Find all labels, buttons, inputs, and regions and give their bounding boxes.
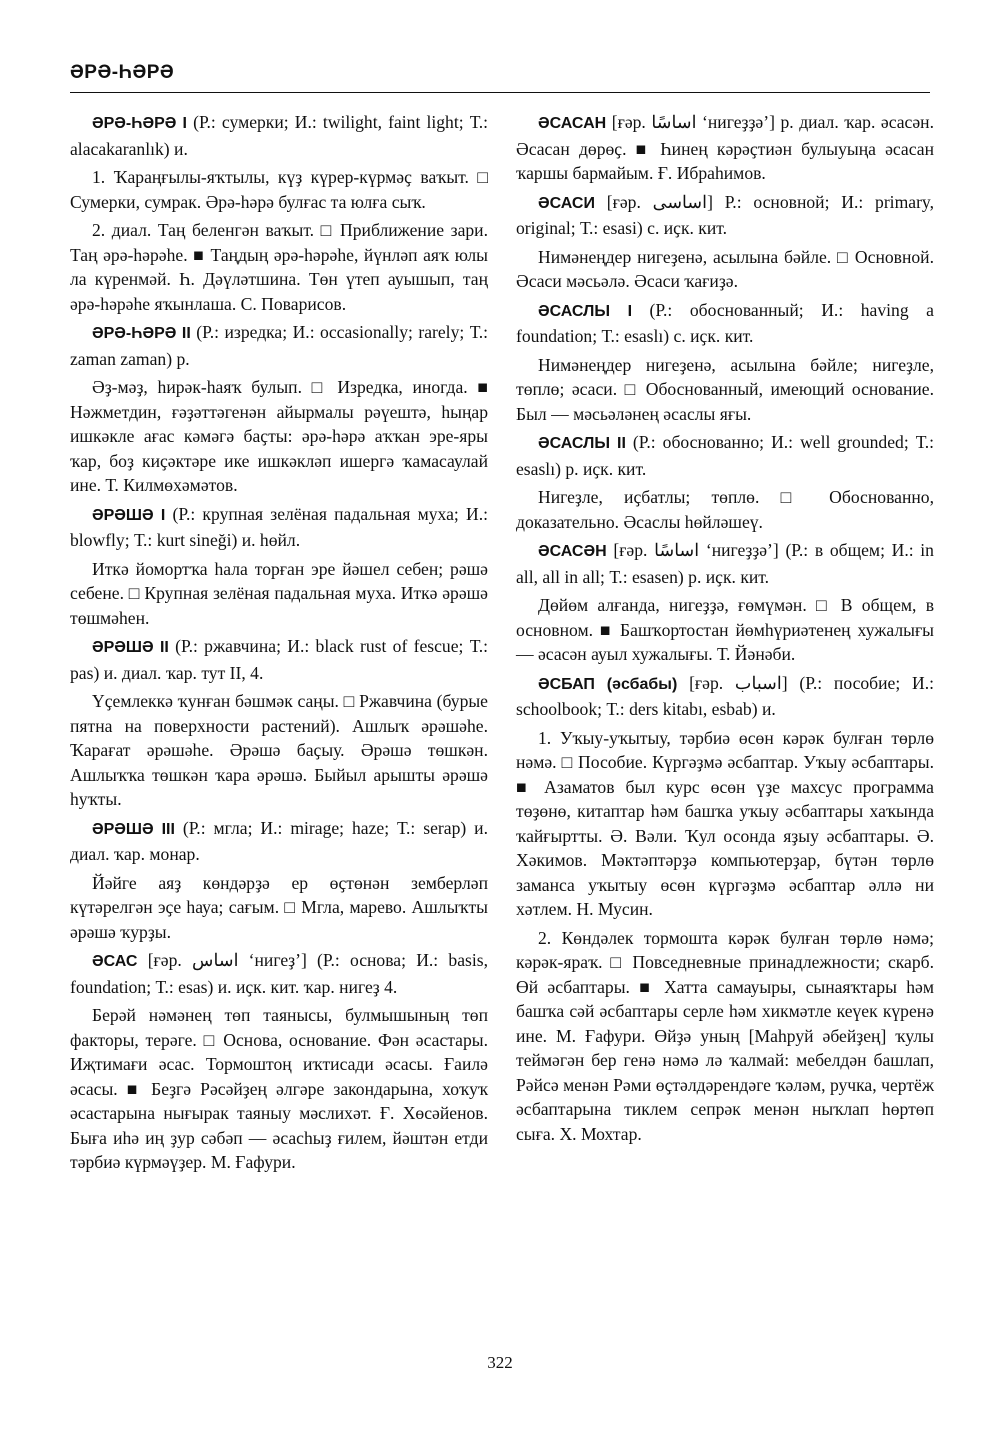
headword: ӘСБАП (әсбабы) [538,675,678,693]
headword: ӘСАС [92,953,138,970]
dictionary-entry [70,502,488,553]
dictionary-entry [70,816,488,867]
entry-text: (Р.: мгла; И.: mirage; haze; Т.: serap) и. диал. ҡар. монар. [70,817,488,864]
definition-paragraph: Йәйге аяҙ көндәрҙә ер өҫтөнән земберләп күтәрелгән эҫе һауа; сағым. □ Мгла, марево. Ашлыҡты әрәшә ҡурҙы. [70,872,488,942]
dictionary-entry [516,430,934,481]
entry-text: [ғәр. اساسًا ‘нигеҙҙә’] (Р.: в общем; И.: in all, all in all; Т.: esasen) р. иҫк. кит. [516,540,934,587]
definition-paragraph: 2. Көндәлек тормошта кәрәк булған төрлө нәмә; кәрәк-яраҡ. □ Повседневные принадлежности; скарб. Өй әсбаптары. ■ Хатта самауыры, сынаяҡтары һәм башҡа сәй әсбаптары серле һәм хикмәтле кеүек күренә ине. М. Ғафури. Өйҙә уның [Маһруй әбейҙең] ҡулы теймәгән бер генә нәмә лә ҡалмай: мебелдән башлап, Рәйсә менән Рәми өҫтәлдәрендәге ҡәләм, ручка, чертёж әсбаптарына тиклем сепрәк менән ныҡлап һөртөп сыға. Х. Мохтар. [516,927,934,1144]
entry-text: (Р.: обоснованный; И.: having a foundation; Т.: esaslı) с. иҫк. кит. [516,299,934,346]
dictionary-entry [70,110,488,161]
definition-paragraph: Берәй нәмәнең төп таянысы, булмышының төп факторы, терәге. □ Основа, основание. Фән әсастары. Иҗтимағи әсас. Тормоштоң иҡтисади әсасы. Ғаилә әсасы. ■ Беҙгә Рәсәйҙең әлгәре закондарына, хоҡуҡ әсастарына нығырак таяныу мәслихәт. Ғ. Хөсәйенов. Быға иһә иң ҙур сәбәп — әсасһыҙ ғилем, йәштән етди тәрбиә күрмәүҙер. М. Ғафури. [70,1005,488,1172]
page-number: 322 [487,1353,513,1372]
definition-paragraph: Нигеҙле, иҫбатлы; төплө. □ Обоснованно, доказательно. Әсаслы һөйләшеү. [516,487,934,532]
dictionary-entry [516,671,934,722]
entry-text: [ғәр. اساسى] Р.: основной; И.: primary, original; Т.: esasi) с. иҫк. кит. [516,191,934,238]
definition-paragraph: Иткә йомортҡа һала торған эре йәшел себен; рәшә себене. □ Крупная зелёная падальная муха. Иткә әрәшә төшмәһен. [70,558,488,628]
dictionary-entry [516,110,934,186]
dictionary-entry [70,948,488,999]
headword: ӘСАСИ [538,194,595,212]
right-column [516,110,934,1150]
headword: ӘСАСӘН [538,543,607,560]
dictionary-entry [516,538,934,589]
definition-paragraph: Дөйөм алғанда, нигеҙҙә, ғөмүмән. □ В общем, в основном. ■ Башҡортостан йөмһүриәтенең хужалығы — әсасән ауыл хужалығы. Т. Йәнәби. [516,595,934,664]
headword: ӘСАСАН [538,115,607,132]
dictionary-entry [516,298,934,349]
dictionary-entry [516,190,934,241]
definition-paragraph: Әҙ-мәҙ, һирәк-һаяҡ булып. □ Изредка, иногда. ■ Нәжметдин, ғәҙәттәгенән айырмалы рәүештә, һыңар ишкәкле ағас кәмәгә баҫты: әрә-һәрә аҡҡан эре-яры ҡар, боҙ киҫәктәре ике ишкәкләп ишергә ҡамасаулай ине. Т. Килмөхәмәтов. [70,377,488,495]
header-rule [70,92,930,93]
definition-paragraph: Нимәнеңдер нигеҙенә, асылына бәйле; нигеҙле, төплө; әсаси. □ Обоснованный, имеющий основание. Был — мәсьәләнең әсаслы яғы. [516,354,934,424]
headword: ӘРӘШӘ II [92,639,169,656]
entry-text: (Р.: сумерки; И.: twilight, faint light; Т.: alacakaranlık) и. [70,112,488,159]
definition-paragraph: Үҫемлеккә ҡунған бәшмәк саңы. □ Ржавчина (бурые пятна на поверхности растений). Ашлыҡ әрәшәһе. Ҡарағат әрәшәһе. Әрәшә баҫыу. Әрәшә төшкән. Ашлыҡҡа төшкән ҡара әрәшә. Быйыл арышты әрәшә һуҡты. [70,691,488,809]
definition-paragraph: Нимәнеңдер нигеҙенә, асылына бәйле. □ Основной. Әсаси мәсьәлә. Әсаси ҡағиҙә. [516,246,934,291]
headword: ӘРӘ-ҺӘРӘ II [92,325,191,342]
entry-text: [ғәр. اساسًا ‘нигеҙҙә’] р. диал. ҡар. әсасән. Әсасан дөрөҫ. ■ Һинең кәрәҫтиән булыуыңа әсасан ҡаршы бармайым. Ғ. Ибраһимов. [516,112,934,183]
headword: ӘРӘШӘ I [92,506,166,524]
headword: ӘРӘ-ҺӘРӘ I [92,115,187,132]
entry-text: (Р.: обоснованно; И.: well grounded; Т.: esaslı) р. иҫк. кит. [516,432,934,479]
headword: ӘСАСЛЫ II [538,435,626,452]
headword: ӘСАСЛЫ I [538,302,633,320]
headword: ӘРӘШӘ III [92,820,175,838]
dictionary-entry [70,634,488,685]
dictionary-entry [70,320,488,371]
definition-paragraph: 2. диал. Таң беленгән ваҡыт. □ Приближение зари. Таң әрә-һәрәһе. ■ Таңдың әрә-һәрәһе, йүнләп аяҡ юлы ла күренмәй. Һ. Дәүләтшина. Төн үтеп ауышып, таң әрә-һәрәһе яҡынлаша. С. Поварисов. [70,220,488,314]
entry-text: [ғәр. اسباب] (Р.: пособие; И.: schoolbook; Т.: ders kitabı, esbab) и. [516,672,934,719]
running-head: ӘРӘ-ҺӘРӘ [70,62,175,83]
entry-text: [ғәр. اساس ‘нигеҙ’] (Р.: основа; И.: basis, foundation; Т.: esas) и. иҫк. кит. ҡар. нигеҙ 4. [70,950,488,997]
entry-text: (Р.: изредка; И.: occasionally; rarely; Т.: zaman zaman) р. [70,322,488,369]
entry-text: (Р.: ржавчина; И.: black rust of fescue; Т.: pas) и. диал. ҡар. тут II, 4. [70,636,488,683]
definition-paragraph: 1. Уҡыу-уҡытыу, тәрбиә өсөн кәрәк булған төрлө нәмә. □ Пособие. Күргәҙмә әсбаптар. Уҡыу әсбаптары. ■ Азаматов был курс өсөн үҙе махсус программа төҙөнө, китаптар һәм башҡа уҡыу әсбаптары хаҡында ҡайғыртты. Ә. Вәли. Ҡул осонда яҙыу әсбаптары. Ә. Хәкимов. Мәктәптәрҙә компьютерҙар, бүтән төрлө заманса уҡытыу өсөн күргәҙмә әсбаптар әллә ни хәтлем. Н. Мусин. [516,727,934,919]
left-column [70,110,488,1179]
definition-paragraph: 1. Ҡараңғылы-яҡтылы, күҙ күрер-күрмәҫ ваҡыт. □ Сумерки, сумрак. Әрә-һәрә булғас та юлға сыҡ. [70,167,488,212]
entry-text: (Р.: крупная зелёная падальная муха; И.: blowfly; Т.: kurt sineği) и. һөйл. [70,503,488,550]
